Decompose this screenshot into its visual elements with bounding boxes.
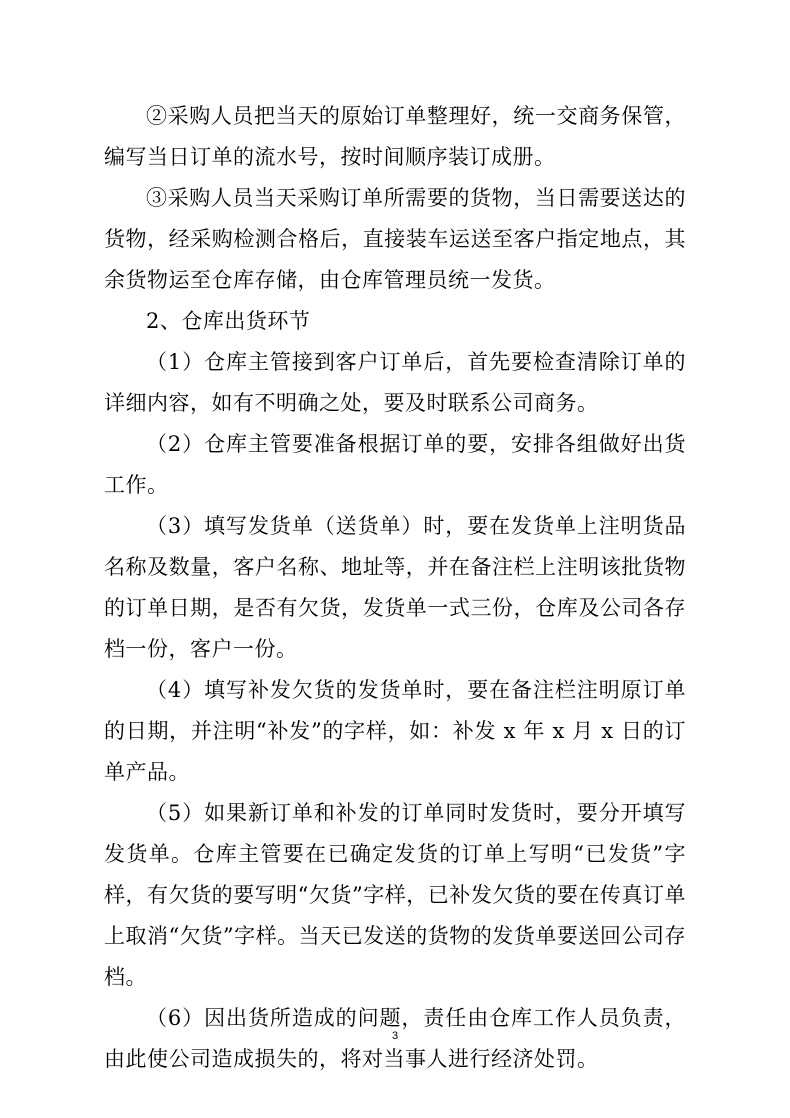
paragraph-item-5: （5）如果新订单和补发的订单同时发货时，要分开填写发货单。仓库主管要在已确定发货的订单上写明“已发货”字样，有欠货的要写明“欠货”字样，已补发欠货的要在传真订单上取消“欠货”字样。当天已发送的货物的发货单要送回公司存档。 bbox=[104, 801, 686, 989]
paragraph-item-3: （3）填写发货单（送货单）时，要在发货单上注明货品名称及数量，客户名称、地址等，并在备注栏上注明该批货物的订单日期，是否有欠货，发货单一式三份，仓库及公司各存档一份，客户一份。 bbox=[104, 514, 686, 661]
paragraph-item-6: （6）因出货所造成的问题，责任由仓库工作人员负责，由此使公司造成损失的，将对当事人进行经济处罚。 bbox=[104, 1006, 686, 1071]
paragraph-step-2: ②采购人员把当天的原始订单整理好，统一交商务保管，编写当日订单的流水号，按时间顺序装订成册。 bbox=[104, 104, 686, 169]
paragraph-step-3: ③采购人员当天采购订单所需要的货物，当日需要送达的货物，经采购检测合格后，直接装车运送至客户指定地点，其余货物运至仓库存储，由仓库管理员统一发货。 bbox=[104, 186, 686, 292]
page-number: 3 bbox=[391, 1030, 399, 1042]
paragraph-item-1: （1）仓库主管接到客户订单后，首先要检查清除订单的详细内容，如有不明确之处，要及时联系公司商务。 bbox=[104, 350, 686, 415]
section-heading-warehouse-shipping: 2、仓库出货环节 bbox=[146, 309, 311, 333]
paragraph-item-4: （4）填写补发欠货的发货单时，要在备注栏注明原订单的日期，并注明“补发”的字样，如：补发 x 年 x 月 x 日的订单产品。 bbox=[104, 678, 686, 784]
paragraph-item-2: （2）仓库主管要准备根据订单的要，安排各组做好出货工作。 bbox=[104, 432, 686, 497]
